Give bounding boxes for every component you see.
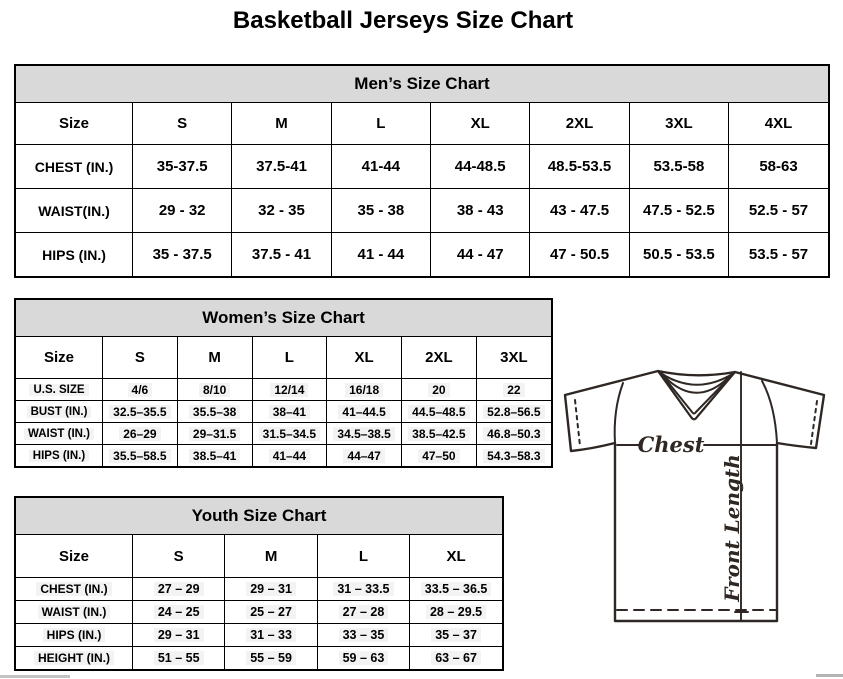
size-value-cell [530, 145, 629, 189]
size-value-cell [729, 145, 828, 189]
row-label-cell [16, 624, 133, 647]
size-value-cell [331, 233, 430, 277]
row-label-cell [16, 145, 133, 189]
column-header: S [133, 103, 232, 145]
size-value: 35.5–38 [189, 405, 240, 419]
row-label-cell [16, 647, 133, 670]
row-label-cell [16, 578, 133, 601]
size-value: 43 - 47.5 [549, 202, 610, 219]
row-label: WAIST(IN.) [38, 202, 110, 219]
table-row [16, 401, 551, 423]
size-value: 20 [428, 383, 449, 397]
column-header: XL [410, 535, 502, 578]
size-value-cell [133, 189, 232, 233]
size-value: 26–29 [119, 427, 160, 441]
size-value-cell [232, 145, 331, 189]
size-value-cell [530, 233, 629, 277]
size-value-cell [177, 379, 252, 401]
scrollbar-fragment-right[interactable] [816, 674, 843, 677]
size-value-cell [225, 624, 317, 647]
size-value: 25 – 27 [246, 605, 296, 619]
size-value: 44 - 47 [456, 246, 504, 263]
row-label: HIPS (IN.) [42, 246, 106, 263]
size-value-cell [327, 423, 402, 445]
size-value-cell [729, 233, 828, 277]
row-label-cell [16, 401, 103, 423]
size-value-cell [402, 445, 477, 467]
size-value-cell [177, 401, 252, 423]
size-value-cell [103, 401, 178, 423]
row-label: HIPS (IN.) [29, 450, 89, 462]
size-value: 28 – 29.5 [426, 605, 486, 619]
size-value-cell [133, 145, 232, 189]
size-value-cell [410, 578, 502, 601]
size-value: 55 – 59 [246, 651, 296, 665]
size-value: 38.5–42.5 [408, 427, 469, 441]
size-value-cell [103, 379, 178, 401]
size-value-cell [331, 189, 430, 233]
column-header: XL [327, 337, 402, 379]
size-value-cell [410, 601, 502, 624]
size-value: 29 - 32 [158, 202, 206, 219]
youth-size-chart [14, 496, 504, 671]
youth-chart-title: Youth Size Chart [16, 498, 502, 535]
size-value-cell [252, 379, 327, 401]
size-value: 35 - 37.5 [152, 246, 212, 263]
mens-size-chart [14, 64, 830, 278]
size-value-cell [331, 145, 430, 189]
size-value: 4/6 [128, 383, 153, 397]
size-value-cell [476, 445, 551, 467]
size-value-cell [476, 423, 551, 445]
page-title: Basketball Jerseys Size Chart [232, 7, 574, 34]
size-value: 46.8–50.3 [483, 427, 544, 441]
front-length-label: Front Length [720, 454, 744, 602]
table-row [16, 601, 502, 624]
size-value-cell [225, 647, 317, 670]
size-value-cell [629, 233, 728, 277]
size-value-cell [317, 647, 409, 670]
column-header: XL [431, 103, 530, 145]
size-value: 34.5–38.5 [333, 427, 394, 441]
size-value: 38–41 [269, 405, 310, 419]
size-value-cell [177, 445, 252, 467]
size-value-cell [327, 401, 402, 423]
size-value: 53.5 - 57 [748, 246, 809, 263]
size-value-cell [476, 379, 551, 401]
jersey-diagram [555, 355, 843, 645]
size-value-cell [232, 189, 331, 233]
size-value: 47–50 [418, 449, 459, 463]
size-value-cell [103, 423, 178, 445]
size-value: 53.5-58 [653, 158, 705, 175]
column-header: M [177, 337, 252, 379]
size-value-cell [133, 233, 232, 277]
mens-table [16, 103, 828, 276]
size-value: 22 [503, 383, 524, 397]
size-value: 58-63 [759, 158, 798, 175]
size-value-cell [232, 233, 331, 277]
size-value: 33 – 35 [339, 628, 389, 642]
size-value: 27 – 28 [339, 605, 389, 619]
size-value: 8/10 [199, 383, 230, 397]
size-value: 31 – 33 [246, 628, 296, 642]
size-value: 37.5 - 41 [251, 246, 312, 263]
header-row [16, 535, 502, 578]
size-value: 44-48.5 [454, 158, 506, 175]
size-value-cell [177, 423, 252, 445]
size-value: 12/14 [270, 383, 308, 397]
table-row [16, 624, 502, 647]
size-value: 29 – 31 [246, 582, 296, 596]
row-label-cell [16, 601, 133, 624]
size-value-cell [402, 423, 477, 445]
row-label: WAIST (IN.) [38, 605, 111, 619]
size-value: 41-44 [361, 158, 401, 175]
column-header: S [133, 535, 225, 578]
size-value-cell [431, 145, 530, 189]
column-header: 4XL [729, 103, 828, 145]
size-value-cell [327, 379, 402, 401]
jersey-outline [565, 371, 824, 621]
size-value: 52.5 - 57 [748, 202, 809, 219]
column-header: M [225, 535, 317, 578]
size-value: 44–47 [343, 449, 384, 463]
size-value-cell [133, 647, 225, 670]
table-row [16, 189, 828, 233]
size-value: 63 – 67 [431, 651, 481, 665]
size-value: 41–44 [269, 449, 310, 463]
table-row [16, 233, 828, 277]
size-value: 35.5–58.5 [109, 449, 170, 463]
table-row [16, 423, 551, 445]
size-value: 35 - 38 [357, 202, 405, 219]
size-value: 35-37.5 [156, 158, 208, 175]
row-label: HEIGHT (IN.) [34, 651, 114, 665]
size-value-cell [225, 578, 317, 601]
size-value: 41 - 44 [357, 246, 405, 263]
column-header: 3XL [629, 103, 728, 145]
row-label-cell [16, 445, 103, 467]
header-row [16, 103, 828, 145]
size-value-cell [327, 445, 402, 467]
column-header: Size [16, 535, 133, 578]
table-row [16, 379, 551, 401]
size-value: 38.5–41 [189, 449, 240, 463]
size-value-cell [402, 401, 477, 423]
size-value: 31 – 33.5 [333, 582, 393, 596]
row-label-cell [16, 233, 133, 277]
row-label: BUST (IN.) [27, 406, 92, 418]
womens-chart-title: Women’s Size Chart [16, 300, 551, 337]
size-value-cell [103, 445, 178, 467]
size-value-cell [317, 624, 409, 647]
size-value-cell [252, 445, 327, 467]
size-value-cell [317, 578, 409, 601]
size-value: 51 – 55 [154, 651, 204, 665]
column-header: Size [16, 337, 103, 379]
size-value-cell [410, 647, 502, 670]
size-value-cell [476, 401, 551, 423]
header-row [16, 337, 551, 379]
size-value: 24 – 25 [154, 605, 204, 619]
womens-table [16, 337, 551, 466]
row-label-cell [16, 423, 103, 445]
size-value-cell [729, 189, 828, 233]
size-value: 41–44.5 [338, 405, 389, 419]
size-value: 47.5 - 52.5 [643, 202, 715, 219]
column-header: M [232, 103, 331, 145]
size-value: 59 – 63 [339, 651, 389, 665]
size-value-cell [225, 601, 317, 624]
table-row [16, 445, 551, 467]
row-label: U.S. SIZE [29, 384, 88, 396]
size-value-cell [133, 601, 225, 624]
mens-chart-title: Men’s Size Chart [16, 66, 828, 103]
size-value: 29 – 31 [154, 628, 204, 642]
table-row [16, 578, 502, 601]
size-value: 54.3–58.3 [483, 449, 544, 463]
size-value: 47 - 50.5 [549, 246, 610, 263]
size-value-cell [133, 578, 225, 601]
column-header: L [252, 337, 327, 379]
table-row [16, 145, 828, 189]
column-header: 2XL [402, 337, 477, 379]
scrollbar-fragment-left[interactable] [0, 675, 70, 678]
size-value: 38 - 43 [456, 202, 504, 219]
row-label-cell [16, 379, 103, 401]
size-value: 31.5–34.5 [259, 427, 320, 441]
size-value-cell [133, 624, 225, 647]
size-value: 48.5-53.5 [547, 158, 612, 175]
size-value-cell [629, 189, 728, 233]
column-header: Size [16, 103, 133, 145]
size-value-cell [402, 379, 477, 401]
size-value-cell [317, 601, 409, 624]
youth-table [16, 535, 502, 669]
row-label: CHEST (IN.) [36, 582, 111, 596]
size-value-cell [431, 233, 530, 277]
size-value-cell [629, 145, 728, 189]
size-value: 50.5 - 53.5 [643, 246, 715, 263]
size-value: 52.8–56.5 [483, 405, 544, 419]
size-value: 37.5-41 [256, 158, 307, 175]
size-value-cell [252, 423, 327, 445]
size-value: 32.5–35.5 [109, 405, 170, 419]
row-label: HIPS (IN.) [43, 628, 106, 642]
chest-label: Chest [637, 432, 705, 457]
size-value-cell [410, 624, 502, 647]
table-row [16, 647, 502, 670]
size-value: 33.5 – 36.5 [421, 582, 492, 596]
size-value: 35 – 37 [431, 628, 481, 642]
womens-size-chart [14, 298, 553, 468]
row-label: CHEST (IN.) [34, 158, 114, 175]
column-header: 3XL [476, 337, 551, 379]
column-header: 2XL [530, 103, 629, 145]
size-value: 16/18 [345, 383, 383, 397]
size-value: 27 – 29 [154, 582, 204, 596]
size-value: 29–31.5 [189, 427, 240, 441]
column-header: L [331, 103, 430, 145]
size-value: 44.5–48.5 [408, 405, 469, 419]
row-label-cell [16, 189, 133, 233]
size-value: 32 - 35 [258, 202, 305, 219]
row-label: WAIST (IN.) [24, 428, 94, 440]
column-header: S [103, 337, 178, 379]
column-header: L [317, 535, 409, 578]
size-value-cell [530, 189, 629, 233]
size-value-cell [252, 401, 327, 423]
size-value-cell [431, 189, 530, 233]
